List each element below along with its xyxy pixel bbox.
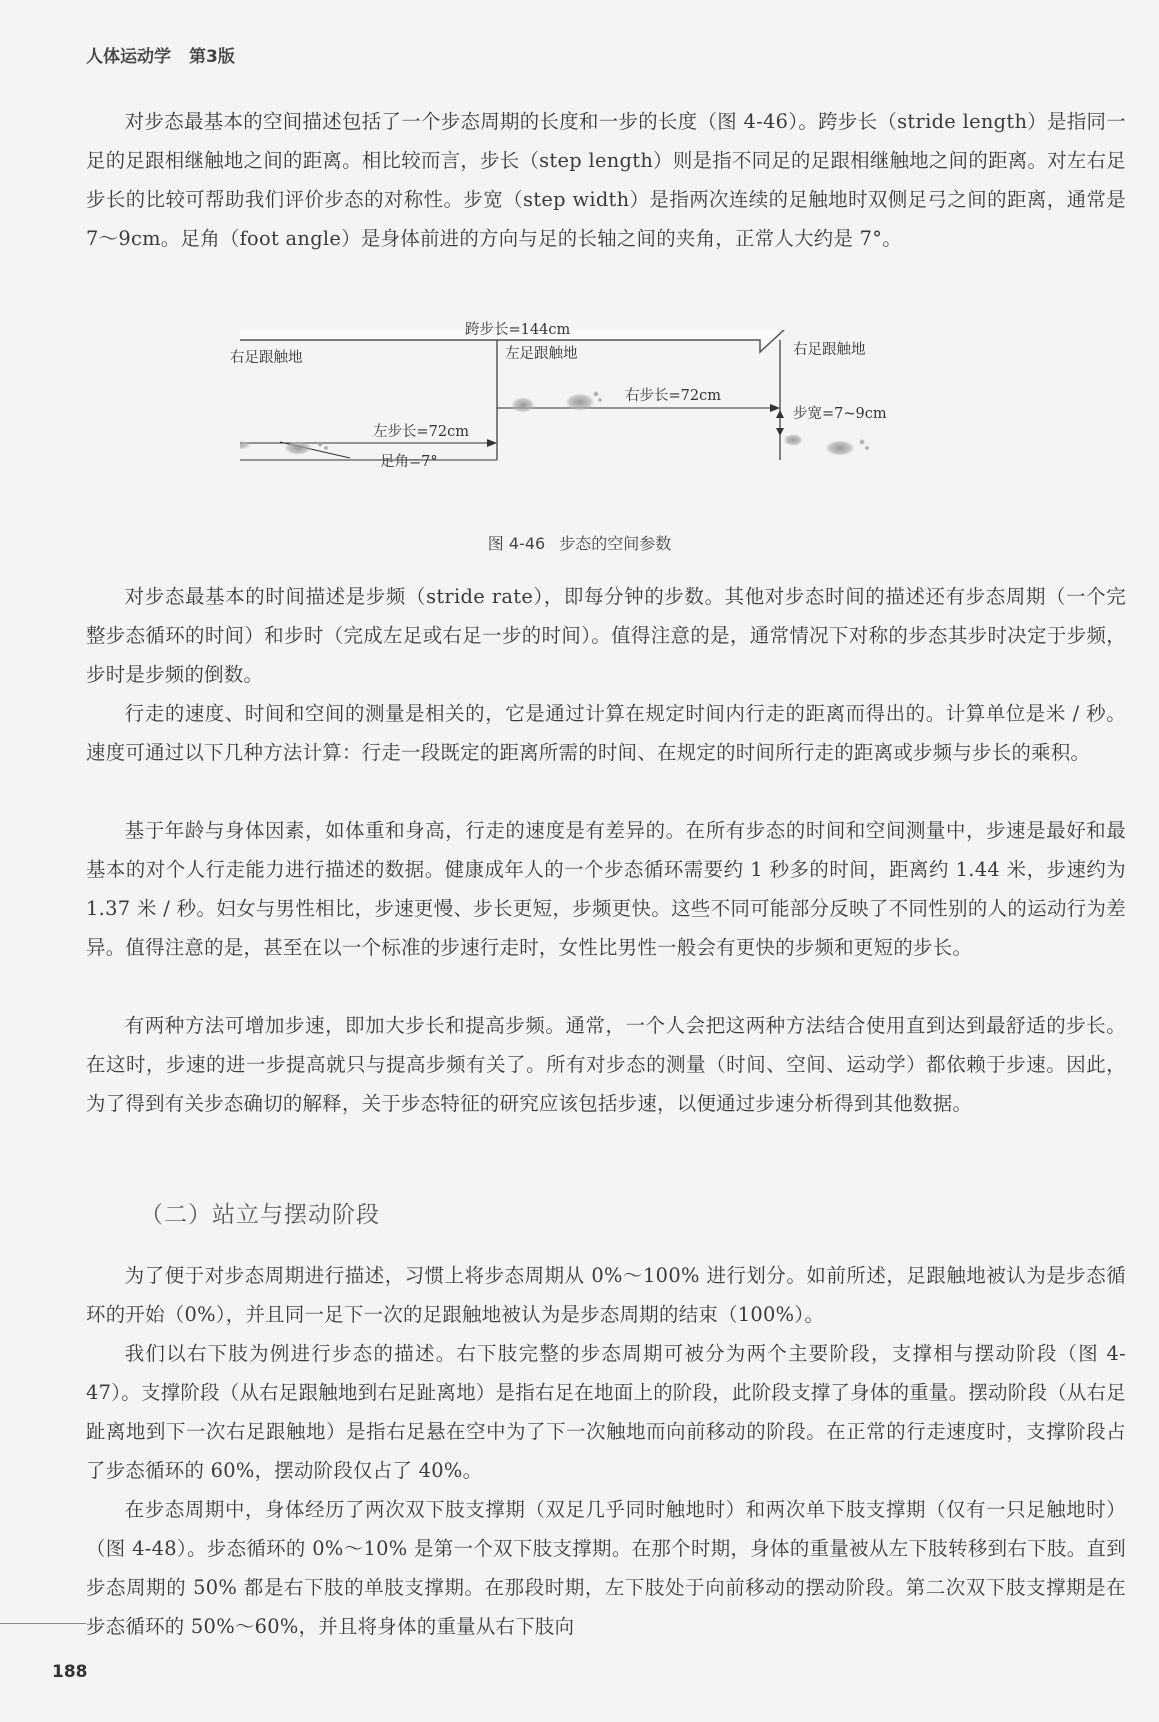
figure-caption [0, 531, 1159, 554]
right-step-label: 右步长=72cm [625, 388, 721, 404]
right-heel-strike-label-2: 右足跟触地 [793, 342, 866, 358]
paragraph-speed-variation: 基于年龄与身体因素，如体重和身高，行走的速度是有差异的。在所有步态的时间和空间测量中，步速是最好和最基本的对个人行走能力进行描述的数据。健康成年人的一个步态循环需要约 1 秒多的时间，距离约 1.44 米，步速约为 1.37 米 / 秒。妇女与男性相比，步速更慢、步长更短，步频更快。这些不同可能部分反映了不同性别的人的运动行为差异。值得注意的是，甚至在以一个标准的步速行走时，女性比男性一般会有更快的步频和更短的步长。 [86, 819, 1126, 959]
step-width-label: 步宽=7~9cm [793, 406, 887, 422]
book-title: 人体运动学 [86, 47, 171, 67]
paragraph-gait-cycle-division: 为了便于对步态周期进行描述，习惯上将步态周期从 0%～100% 进行划分。如前所述，足跟触地被认为是步态循环的开始（0%），并且同一足下一次的足跟触地被认为是步态周期的结束（100%）。 [86, 1264, 1126, 1326]
foot-angle-label: 足角=7° [380, 454, 438, 470]
footprint-right-middle [511, 391, 603, 413]
footprint-left-1 [240, 440, 329, 455]
section-title: （二）站立与摆动阶段 [140, 1202, 380, 1228]
paragraph-spatial-description: 对步态最基本的空间描述包括了一个步态周期的长度和一步的长度（图 4-46）。跨步长（stride length）是指同一足的足跟相继触地之间的距离。相比较而言，步长（step length）则是指不同足的足跟相继触地之间的距离。对左右足步长的比较可帮助我们评价步态的对称性。步宽（step width）是指两次连续的足触地时双侧足弓之间的距离，通常是 7～9cm。足角（foot angle）是身体前进的方向与足的长轴之间的夹角，正常人大约是 7°。 [86, 110, 1126, 250]
paragraph-temporal-description: 对步态最基本的时间描述是步频（stride rate），即每分钟的步数。其他对步态时间的描述还有步态周期（一个完整步态循环的时间）和步时（完成左足或右足一步的时间）。值得注意的是，通常情况下对称的步态其步时决定于步频，步时是步频的倒数。 [86, 585, 1126, 686]
step-width-arrowhead-down [776, 428, 784, 436]
left-step-arrowhead [487, 439, 497, 447]
paragraph-speed-measurement: 行走的速度、时间和空间的测量是相关的，它是通过计算在规定时间内行走的距离而得出的。计算单位是米 / 秒。速度可通过以下几种方法计算：行走一段既定的距离所需的时间、在规定的时间所行走的距离或步频与步长的乘积。 [86, 702, 1126, 764]
figure-4-46 [230, 322, 930, 490]
caption-number: 图 4-46 [487, 534, 546, 553]
right-heel-strike-label-1: 右足跟触地 [230, 350, 303, 366]
left-heel-strike-label: 左足跟触地 [505, 346, 578, 362]
right-step-arrowhead [770, 404, 780, 412]
footprint-left-2 [783, 434, 870, 456]
paragraph-increase-speed: 有两种方法可增加步速，即加大步长和提高步频。通常，一个人会把这两种方法结合使用直到达到最舒适的步长。在这时，步速的进一步提高就只与提高步频有关了。所有对步态的测量（时间、空间、运动学）都依赖于步速。因此，为了得到有关步态确切的解释，关于步态特征的研究应该包括步速，以便通过步速分析得到其他数据。 [86, 1014, 1126, 1115]
paragraph-stance-swing: 我们以右下肢为例进行步态的描述。右下肢完整的步态周期可被分为两个主要阶段，支撑相与摆动阶段（图 4-47）。支撑阶段（从右足跟触地到右足趾离地）是指右足在地面上的阶段，此阶段支撑了身体的重量。摆动阶段（从右足趾离地到下一次右足跟触地）是指右足悬在空中为了下一次触地而向前移动的阶段。在正常的行走速度时，支撑阶段占了步态循环的 60%，摆动阶段仅占了 40%。 [86, 1342, 1126, 1482]
paragraph-double-support: 在步态周期中，身体经历了两次双下肢支撑期（双足几乎同时触地时）和两次单下肢支撑期（仅有一只足触地时）（图 4-48）。步态循环的 0%～10% 是第一个双下肢支撑期。在那个时期，身体的重量被从左下肢转移到右下肢。直到步态周期的 50% 都是右下肢的单肢支撑期。在那段时期，左下肢处于向前移动的摆动阶段。第二次双下肢支撑期是在步态循环的 50%～60%，并且将身体的重量从右下肢向 [86, 1498, 1126, 1638]
step-width-arrowhead-up [776, 410, 784, 418]
caption-text: 步态的空间参数 [559, 534, 672, 553]
footer-rule [0, 1623, 86, 1624]
edition: 第3版 [189, 47, 235, 67]
running-header [86, 42, 235, 67]
stride-length-label: 跨步长=144cm [465, 322, 571, 338]
left-step-label: 左步长=72cm [373, 424, 469, 440]
page-number: 188 [52, 1662, 88, 1682]
